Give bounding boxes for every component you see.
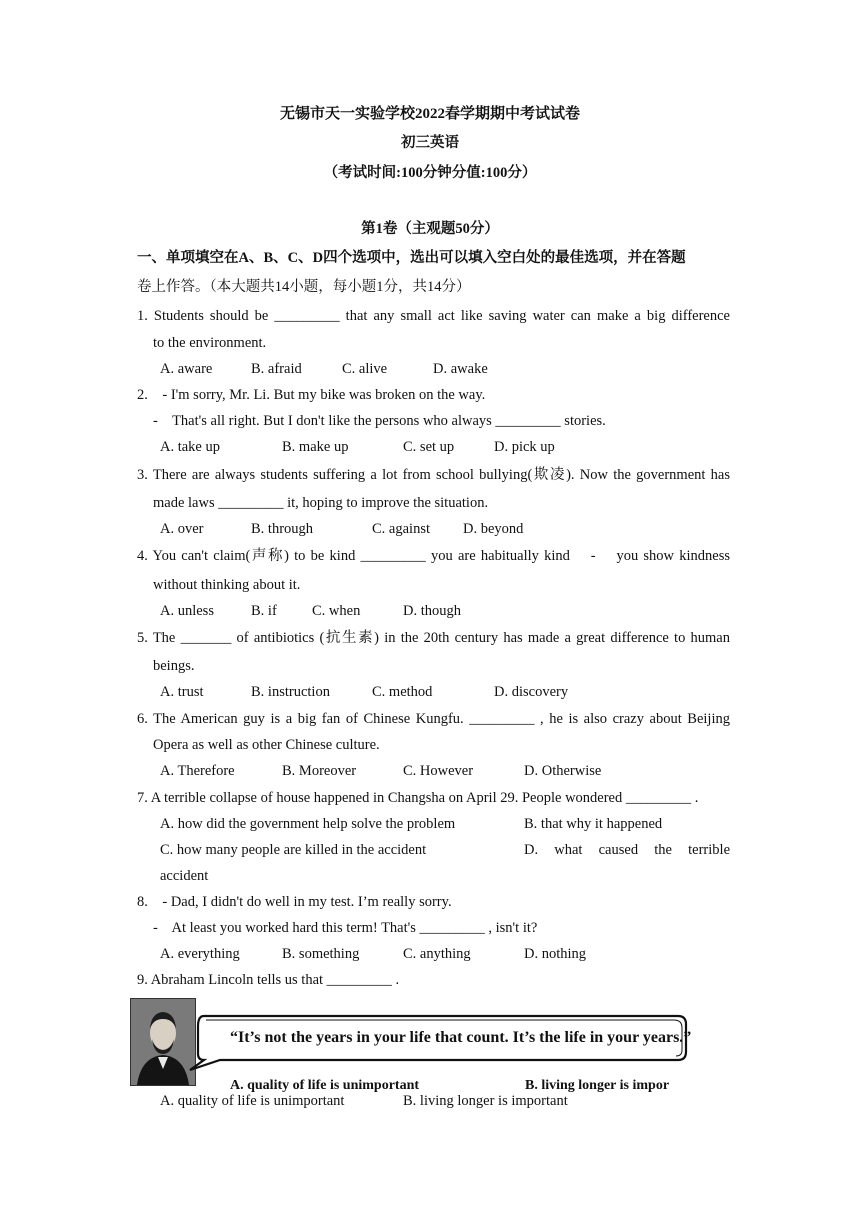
option-a: A. how did the government help solve the problem [160, 816, 456, 832]
option-c: C. alive [342, 361, 388, 377]
option-d: D. beyond [463, 521, 524, 537]
option-d-cont: accident [160, 868, 209, 884]
question-4-stem: 4. You can't claim(声称) to be kind _________ you are habitually kind - you show kindness [137, 548, 730, 564]
option-a: A. trust [160, 684, 204, 700]
option-b: B. something [282, 946, 360, 962]
option-d: D. awake [433, 361, 488, 377]
question-2-stem-cont: - That's all right. But I don't like the persons who always _________ stories. [153, 413, 606, 429]
question-1-stem-cont: to the environment. [153, 335, 267, 351]
option-d: D. though [403, 603, 461, 619]
lincoln-portrait [130, 998, 196, 1086]
image-option-a: A. quality of life is unimportant [230, 1078, 420, 1093]
question-5-stem: 5. The _______ of antibiotics (抗生素) in the 20th century has made a great difference to human [137, 630, 730, 646]
lincoln-quote: “It’s not the years in your life that count. It’s the life in your years.” [230, 1029, 692, 1046]
image-option-b: B. living longer is impor [525, 1078, 670, 1093]
option-d: D. pick up [494, 439, 555, 455]
portrait-icon [131, 999, 195, 1085]
question-3-stem-cont: made laws _________ it, hoping to improve the situation. [153, 495, 489, 511]
option-d: D. Otherwise [524, 763, 602, 779]
option-b: B. living longer is important [403, 1093, 568, 1109]
option-c: C. when [312, 603, 361, 619]
option-b: B. through [251, 521, 314, 537]
option-d: D. discovery [494, 684, 569, 700]
option-a: A. aware [160, 361, 213, 377]
option-a: A. quality of life is unimportant [160, 1093, 345, 1109]
question-2-stem: 2. - I'm sorry, Mr. Li. But my bike was broken on the way. [137, 387, 486, 403]
option-c: C. set up [403, 439, 455, 455]
option-b: B. if [251, 603, 277, 619]
question-8-stem: 8. - Dad, I didn't do well in my test. I’m really sorry. [137, 894, 452, 910]
question-8-stem-cont: - At least you worked hard this term! That's _________ , isn't it? [153, 920, 538, 936]
option-a: A. take up [160, 439, 220, 455]
option-c: C. how many people are killed in the accident [160, 842, 427, 858]
option-a: A. unless [160, 603, 214, 619]
question-4-stem-cont: without thinking about it. [153, 577, 301, 593]
option-b: B. Moreover [282, 763, 357, 779]
section-instruction-cont: 卷上作答。（本大题共14小题，每小题1分，共14分） [137, 279, 471, 295]
option-b: B. that why it happened [524, 816, 663, 832]
option-b: B. instruction [251, 684, 330, 700]
option-c: C. method [372, 684, 433, 700]
option-a: A. everything [160, 946, 240, 962]
question-5-stem-cont: beings. [153, 658, 195, 674]
question-6-stem-cont: Opera as well as other Chinese culture. [153, 737, 380, 753]
question-1-stem: 1. Students should be _________ that any small act like saving water can make a big difference [137, 308, 730, 324]
question-7-stem: 7. A terrible collapse of house happened in Changsha on April 29. People wondered _________ . [137, 790, 699, 806]
option-a: A. Therefore [160, 763, 235, 779]
option-b: B. afraid [251, 361, 302, 377]
section-instruction: 一、单项填空在A、B、C、D四个选项中，选出可以填入空白处的最佳选项，并在答题 [137, 250, 686, 266]
option-b: B. make up [282, 439, 349, 455]
option-c: C. against [372, 521, 430, 537]
lincoln-quote-image [130, 996, 692, 1093]
question-9-stem: 9. Abraham Lincoln tells us that _________ . [137, 972, 400, 988]
exam-subtitle: 初三英语 [401, 135, 459, 151]
option-d: D. what caused the terrible [524, 842, 730, 858]
option-d: D. nothing [524, 946, 587, 962]
exam-info: （考试时间:100分钟分值:100分） [323, 165, 537, 181]
exam-title: 无锡市天一实验学校2022春学期期中考试试卷 [279, 106, 580, 122]
option-c: C. However [403, 763, 474, 779]
question-3-stem: 3. There are always students suffering a lot from school bullying(欺凌). Now the government has [137, 467, 730, 483]
volume-title: 第1卷（主观题50分） [361, 221, 499, 237]
option-a: A. over [160, 521, 204, 537]
option-c: C. anything [403, 946, 471, 962]
question-6-stem: 6. The American guy is a big fan of Chinese Kungfu. _________ , he is also crazy about Beijing [137, 711, 730, 727]
